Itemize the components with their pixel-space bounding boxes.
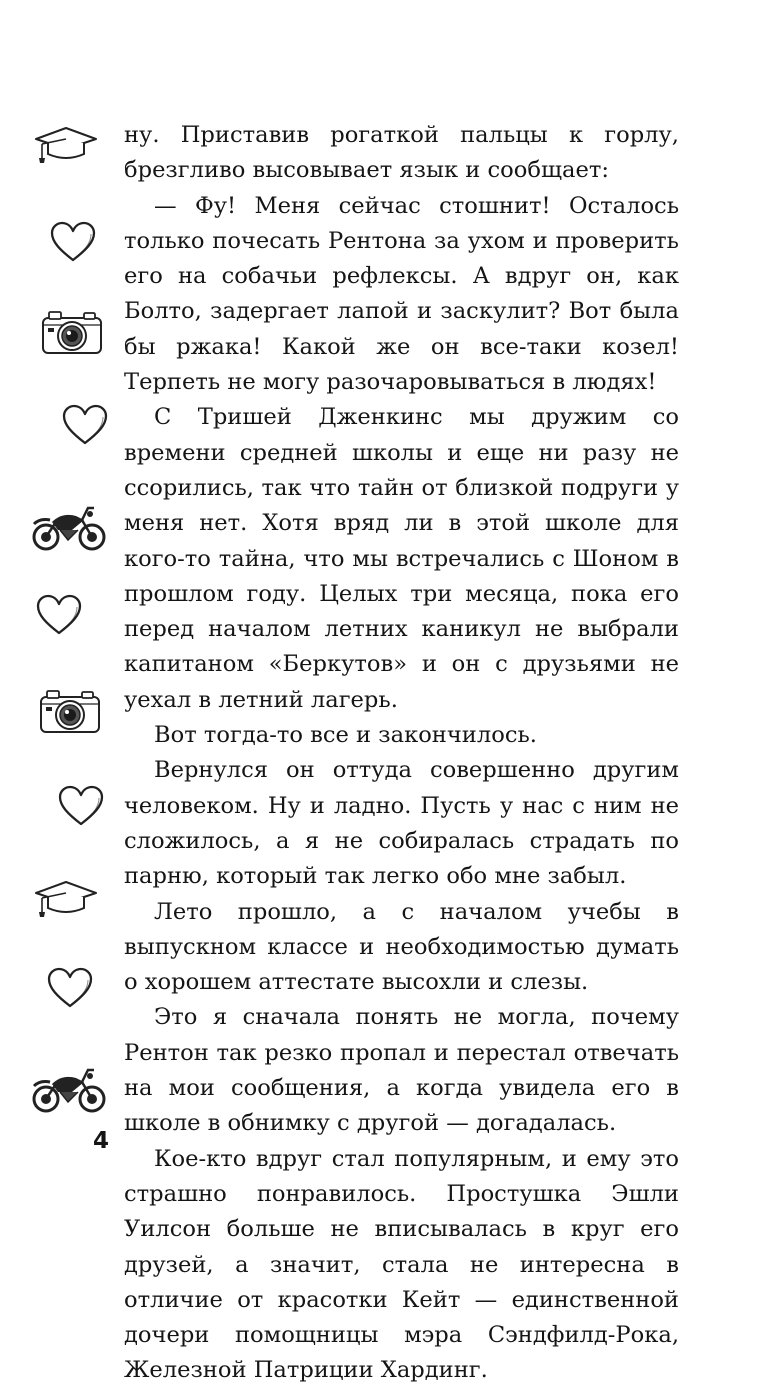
heart-icon — [45, 966, 95, 1010]
camera-icon — [40, 307, 104, 357]
paragraph: ну. Приставив рогаткой пальцы к горлу, брезгливо высовывает язык и сообщает: — [124, 122, 679, 184]
heart-icon — [34, 593, 84, 637]
camera-icon — [38, 686, 102, 736]
graduation-cap-icon — [33, 878, 99, 918]
paragraph: Лето прошло, а с началом учебы в выпускном классе и необходимостью думать о хорошем аттестате высохли и слезы. — [124, 898, 679, 996]
motorcycle-icon — [32, 1062, 106, 1114]
page-number: 4 — [93, 1128, 110, 1154]
graduation-cap-icon — [33, 124, 99, 164]
body-text — [124, 118, 679, 1389]
paragraph: Кое-кто вдруг стал популярным, и ему это страшно понравилось. Простушка Эшли Уилсон больше не вписывалась в круг его друзей, а значит, стала не интересна в отличие от красотки Кейт — единственной дочери помощницы мэра Сэндфилд-Рока, Железной Патриции Хардинг. — [124, 1145, 679, 1384]
paragraph: — Фу! Меня сейчас стошнит! Осталось только почесать Рентона за ухом и проверить его на собачьи рефлексы. А вдруг он, как Болто, задергает лапой и заскулит? Вот была бы ржака! Какой же он все-таки козел! Терпеть не могу разочаровываться в людях! — [124, 192, 679, 396]
paragraph: Вот тогда-то все и закончилось. — [154, 722, 537, 749]
paragraph: Вернулся он оттуда совершенно другим человеком. Ну и ладно. Пусть у нас с ним не сложилось, а я не собиралась страдать по парню, который так легко обо мне забыл. — [124, 757, 679, 890]
paragraph: С Тришей Дженкинс мы дружим со времени средней школы и еще ни разу не ссорились, так что тайн от близкой подруги у меня нет. Хотя вряд ли в этой школе для кого-то тайна, что мы встречались с Шоном в прошлом году. Целых три месяца, пока его перед началом летних каникул не выбрали капитаном «Беркутов» и он с друзьями не уехал в летний лагерь. — [124, 404, 679, 713]
heart-icon — [60, 403, 110, 447]
motorcycle-icon — [32, 500, 106, 552]
heart-icon — [56, 784, 106, 828]
paragraph: Это я сначала понять не могла, почему Рентон так резко пропал и перестал отвечать на мои сообщения, а когда увидела его в школе в обнимку с другой — догадалась. — [124, 1004, 679, 1137]
heart-icon — [48, 220, 98, 264]
